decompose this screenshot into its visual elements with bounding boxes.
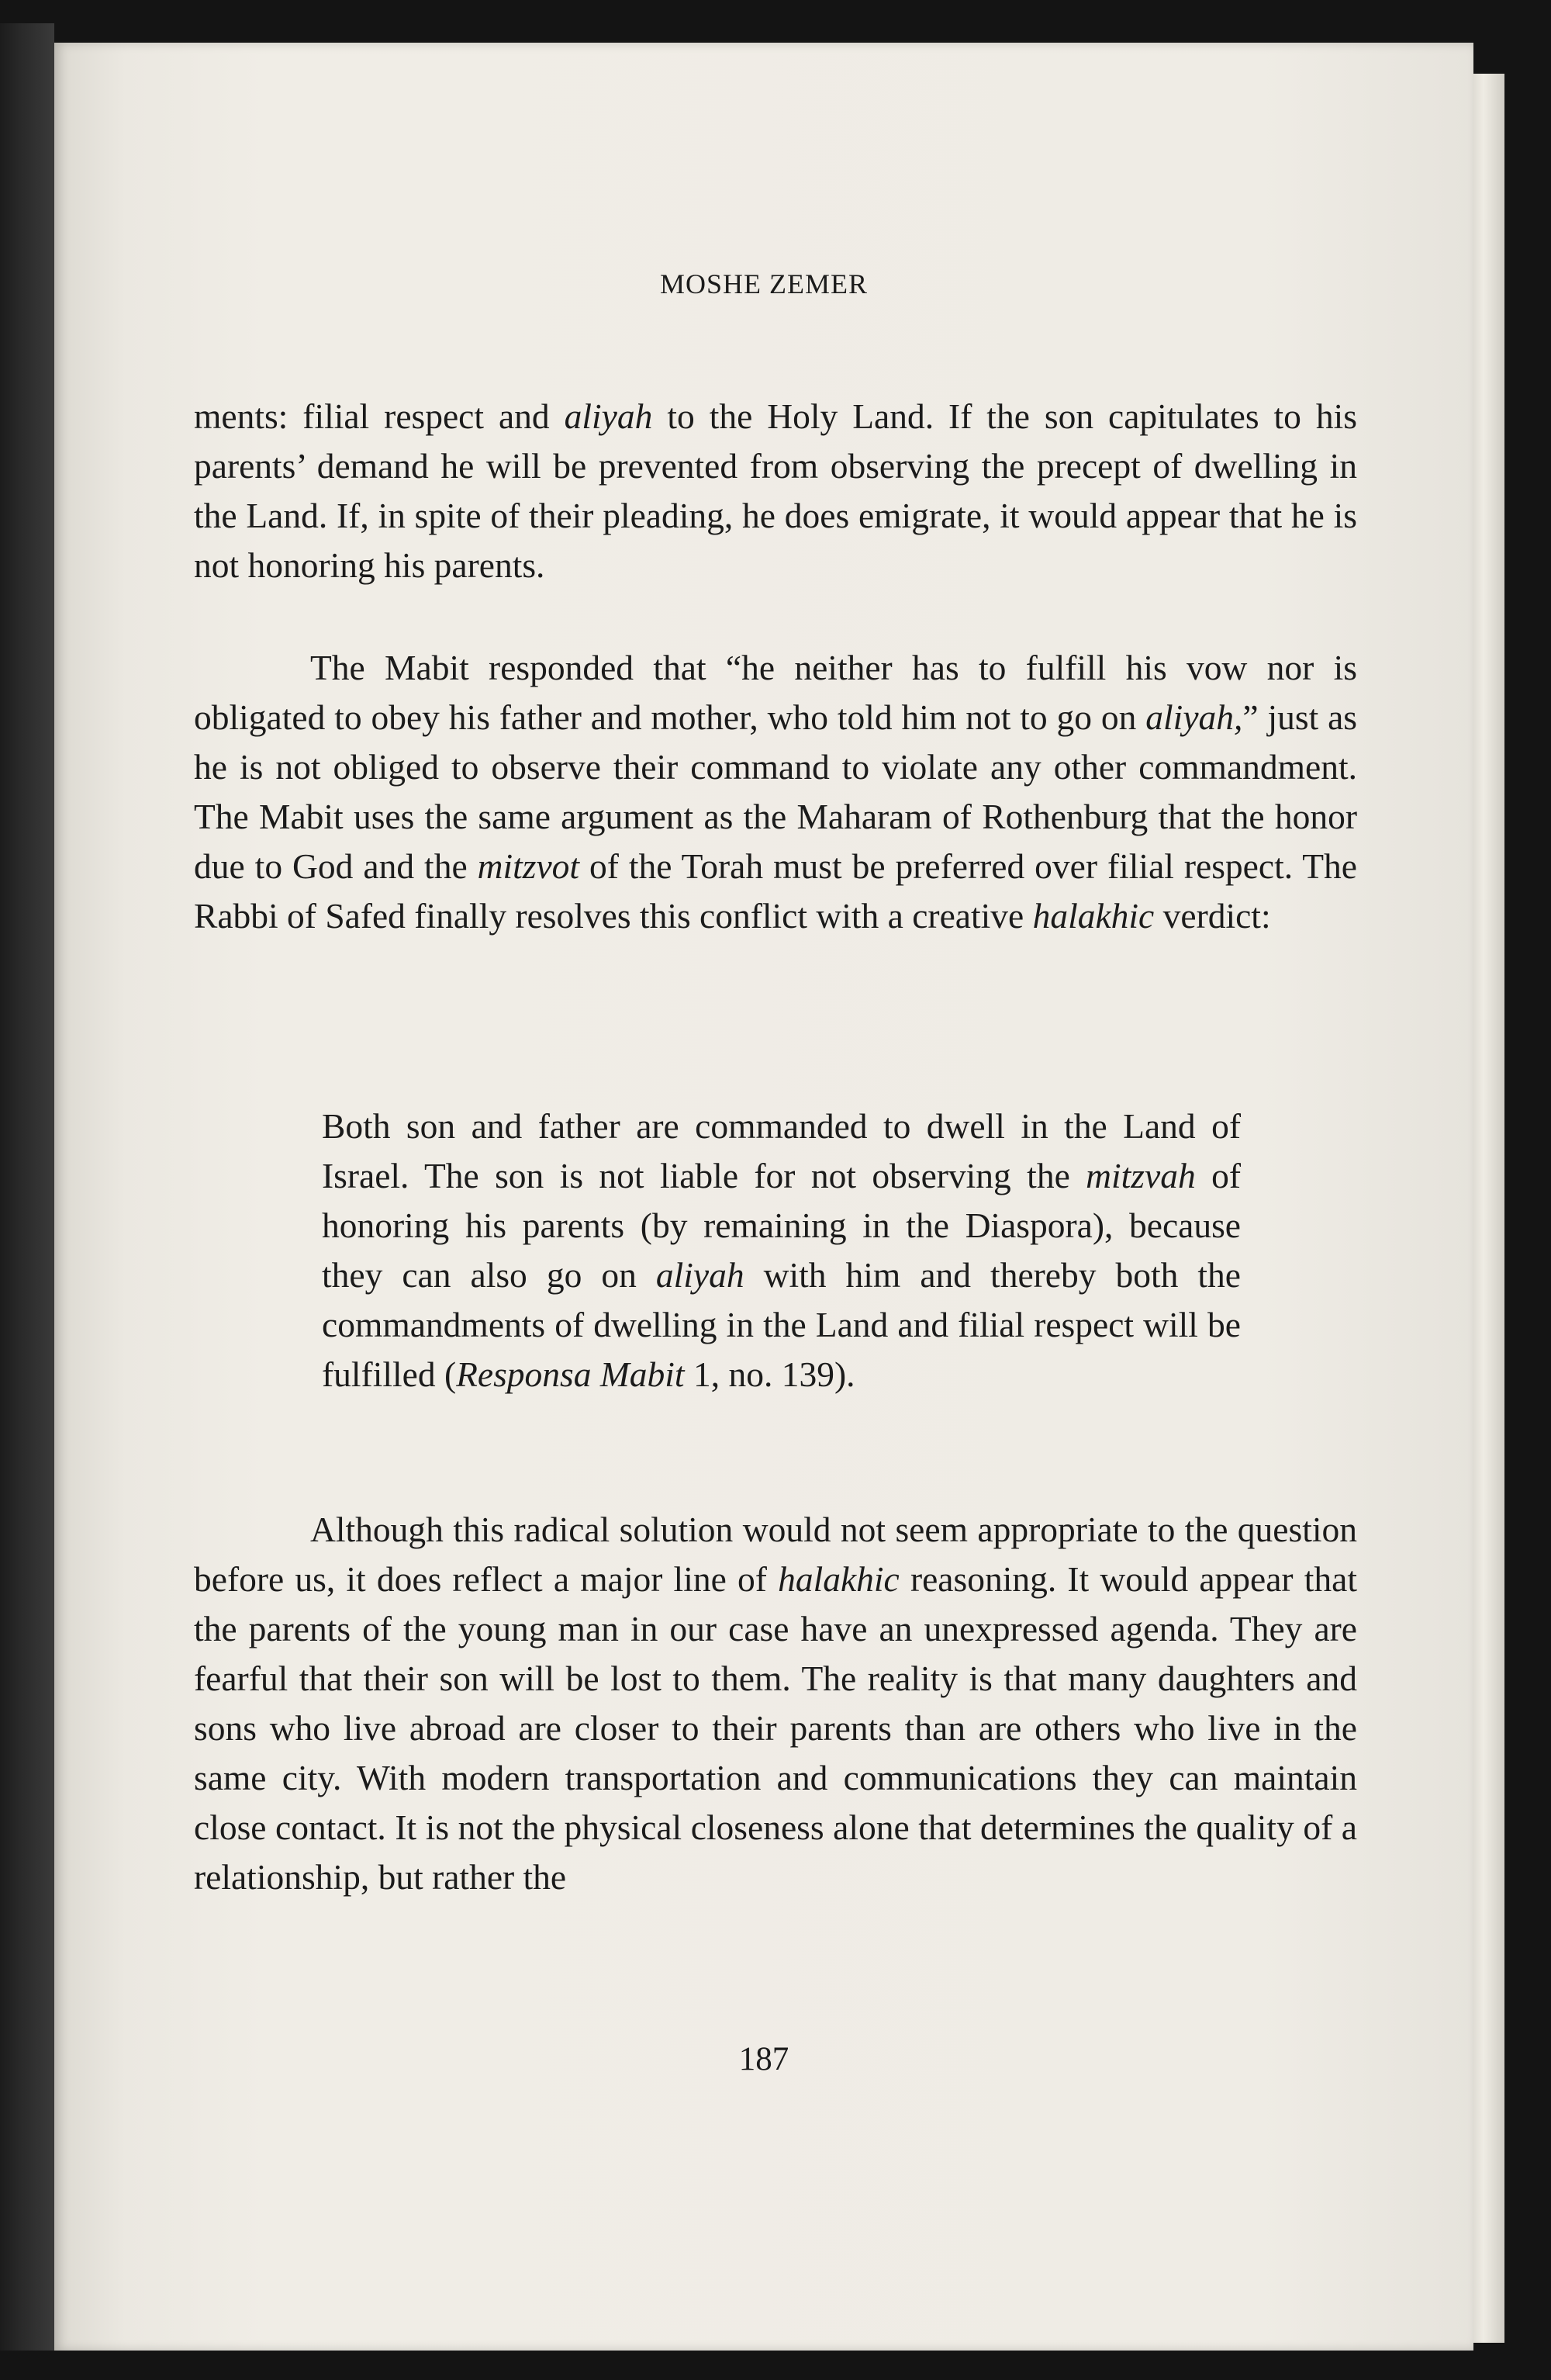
text-span: verdict:	[1154, 896, 1271, 936]
text-span: Although this radical solution would not seem appropriate to the question before us, it does reflect a major line of	[194, 1510, 1357, 1599]
book-page	[54, 43, 1473, 2351]
italic-term: halakhic	[778, 1559, 900, 1599]
italic-term: aliyah,	[1145, 697, 1243, 737]
text-span: Both son and father are commanded to dwell in the Land of Israel. The son is not liable for not observing the	[322, 1106, 1241, 1195]
book-cover-edge	[0, 23, 54, 2351]
italic-citation: Responsa Mabit	[456, 1354, 685, 1394]
italic-term: halakhic	[1032, 896, 1155, 936]
paragraph-1	[194, 392, 1357, 590]
text-span: of the Torah must be preferred over filial respect. The Rabbi of Safed finally resolves this conflict with a creative	[194, 846, 1357, 936]
italic-term: aliyah	[564, 396, 653, 436]
text-span: reasoning. It would appear that the parents of the young man in our case have an unexpressed agenda. They are fearful that their son will be lost to them. The reality is that many daughters and sons who live abroad are closer to their parents than are others who live in the same city. With modern transportation and communications they can maintain close contact. It is not the physical closeness alone that determines the quality of a relationship, but rather the	[194, 1559, 1357, 1897]
paragraph-3	[194, 1505, 1357, 1902]
block-quote	[322, 1102, 1241, 1399]
text-span: to the Holy Land. If the son capitulates to his parents’ demand he will be prevented from observing the precept of dwelling in the Land. If, in spite of their pleading, he does emigrate, it would appear that he is not honoring his parents.	[194, 396, 1357, 585]
page-number: 187	[738, 2041, 789, 2077]
text-span: The Mabit responded that “he neither has to fulfill his vow nor is obligated to obey his father and mother, who told him not to go on	[194, 648, 1357, 737]
italic-term: mitzvah	[1086, 1156, 1196, 1195]
italic-term: mitzvot	[477, 846, 580, 886]
text-span: ments: filial respect and	[194, 396, 565, 436]
paragraph-2	[194, 643, 1357, 941]
running-head: MOSHE ZEMER	[659, 268, 868, 299]
text-span: of honoring his parents (by remaining in the Diaspora), because they can also go on	[322, 1156, 1241, 1295]
italic-term: aliyah	[655, 1255, 744, 1295]
text-span: 1, no. 139).	[684, 1354, 855, 1394]
text-span: ” just as he is not obliged to observe their command to violate any other commandment. The Mabit uses the same argument as the Maharam of Rothenburg that the honor due to God and the	[194, 697, 1357, 886]
text-span: with him and thereby both the commandments of dwelling in the Land and filial respect will be fulfilled (	[322, 1255, 1242, 1394]
page-stack-edge	[1470, 74, 1504, 2343]
